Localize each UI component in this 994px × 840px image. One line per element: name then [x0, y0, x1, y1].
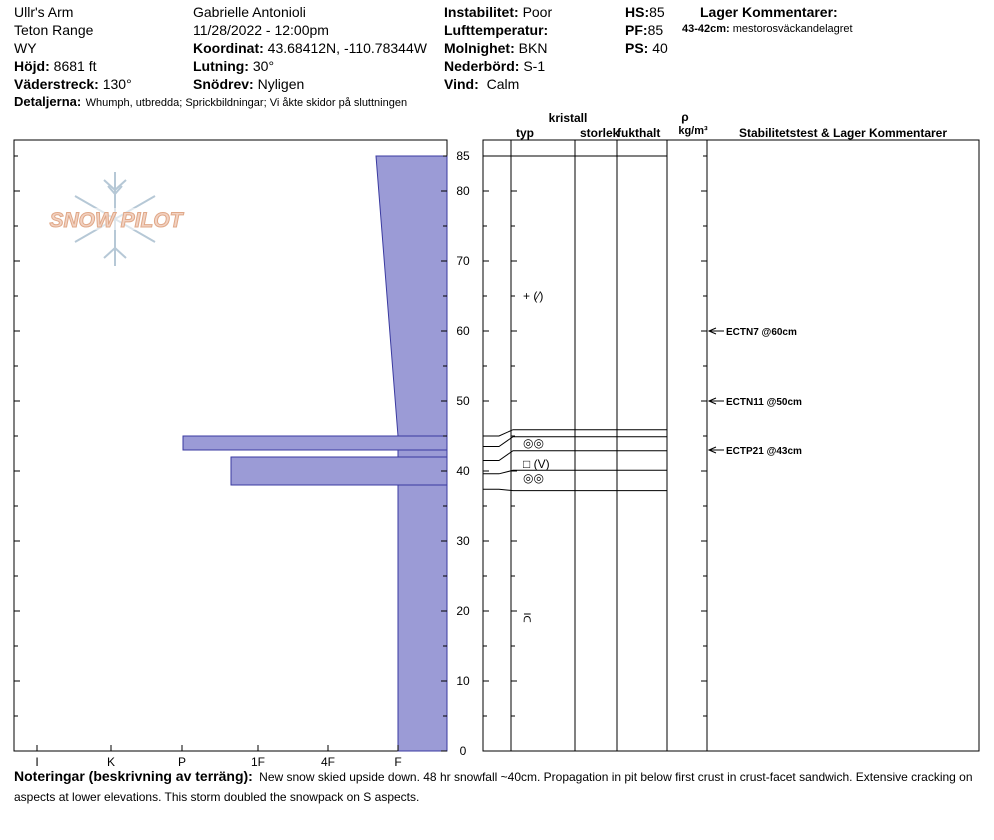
depth-tick-label: 40 [456, 464, 470, 478]
stability-header: Stabilitetstest & Lager Kommentarer [738, 126, 948, 140]
notes-text: New snow skied upside down. 48 hr snowfall ~40cm. Propagation in pit below first crust in crust-facet sandwich. Extensive cracking on aspects at lower elevations. This storm doubled the snowpack on S aspects. [14, 770, 973, 804]
grain-type-symbol: ◎◎ [523, 471, 544, 485]
stability-tests [709, 327, 802, 457]
stability-value: Poor [522, 4, 553, 20]
depth-tick-label: 85 [456, 149, 470, 163]
profile-layer [398, 450, 447, 457]
profile-layer [183, 436, 447, 450]
hs-label: HS: [625, 4, 650, 20]
hardness-tick-label: F [394, 755, 402, 766]
depth-tick-label: 60 [456, 324, 470, 338]
depth-tick-label: 10 [456, 674, 470, 688]
profile-layer [398, 485, 447, 751]
air-temp-label: Lufttemperatur: [444, 22, 549, 38]
wind-value: Calm [486, 76, 520, 92]
stability-test-label: ECTP21 @43cm [726, 446, 802, 457]
rho-header: ρ [681, 110, 689, 124]
coordinate-label: Koordinat: [193, 40, 264, 56]
layer-comment-depth: 43-42cm: [682, 23, 730, 35]
stability-test-label: ECTN7 @60cm [726, 327, 797, 338]
stability-label: Instabilitet: [444, 4, 519, 20]
observer: Gabrielle Antonioli [193, 4, 306, 20]
grain-type-symbol: ◎◎ [523, 436, 544, 450]
layer-comments-title: Lager Kommentarer: [700, 4, 838, 20]
notes-label: Noteringar (beskrivning av terräng): [14, 768, 253, 784]
coordinate-value: 43.68412N, -110.78344W [267, 40, 427, 56]
observation-datetime: 11/28/2022 - 12:00pm [193, 22, 329, 38]
grain-type-symbol: + (⁄) [523, 289, 544, 303]
grain-type-symbol: □ (V) [523, 457, 550, 471]
snowpilot-logo: SNOW PILOT [49, 209, 183, 232]
slope-label: Lutning: [193, 58, 249, 74]
profile-layer [231, 457, 447, 485]
wind-label: Vind: [444, 76, 479, 92]
location: Ullr's Arm [14, 4, 74, 20]
depth-axis [14, 149, 707, 758]
state: WY [14, 40, 37, 56]
aspect-label: Väderstreck: [14, 76, 99, 92]
depth-tick-label: 20 [456, 604, 470, 618]
precip-value: S-1 [523, 58, 546, 74]
ps-value: 40 [652, 40, 668, 56]
stability-test-label: ECTN11 @50cm [726, 397, 802, 408]
depth-tick-label: 30 [456, 534, 470, 548]
layer-comment-text: mestorosväckandelagret [732, 23, 853, 35]
notes [14, 766, 994, 807]
hardness-tick-label: 4F [320, 755, 336, 766]
profile-layer [376, 156, 447, 436]
wind-loading-label: Snödrev: [193, 76, 254, 92]
hardness-axis [35, 745, 401, 766]
depth-tick-label: 70 [456, 254, 470, 268]
ps-label: PS: [625, 40, 649, 56]
hardness-tick-label: 1F [250, 755, 266, 766]
precip-label: Nederbörd: [444, 58, 520, 74]
details-label: Detaljerna: [14, 94, 82, 109]
elevation-label: Höjd: [14, 58, 50, 74]
hardness-profile [183, 156, 447, 751]
slope-value: 30° [252, 58, 275, 74]
density-unit-header: kg/m³ [678, 125, 708, 137]
sky-label: Molnighet: [444, 40, 515, 56]
hs-value: 85 [649, 4, 665, 20]
size-header: storlek [580, 126, 620, 140]
moisture-header: fukthalt [617, 126, 661, 140]
sky-value: BKN [518, 40, 548, 56]
grain-types [523, 289, 550, 625]
mountain-range: Teton Range [14, 22, 94, 38]
depth-tick-label: 80 [456, 184, 470, 198]
hardness-tick-label: K [106, 755, 116, 766]
hardness-tick-label: I [35, 755, 39, 766]
crystal-header: kristall [548, 111, 588, 125]
elevation-value: 8681 ft [53, 58, 97, 74]
type-header: typ [516, 126, 534, 140]
pf-value: 85 [647, 22, 664, 38]
wind-loading-value: Nyligen [257, 76, 305, 92]
hardness-tick-label: P [177, 755, 187, 766]
details-value: Whumph, utbredda; Sprickbildningar; Vi åkte skidor på sluttningen [85, 97, 408, 109]
grain-type-symbol: ⩃ [523, 611, 532, 625]
depth-tick-label: 50 [456, 394, 470, 408]
depth-tick-label: 0 [459, 744, 467, 758]
pf-label: PF: [625, 22, 648, 38]
aspect-value: 130° [102, 76, 132, 92]
